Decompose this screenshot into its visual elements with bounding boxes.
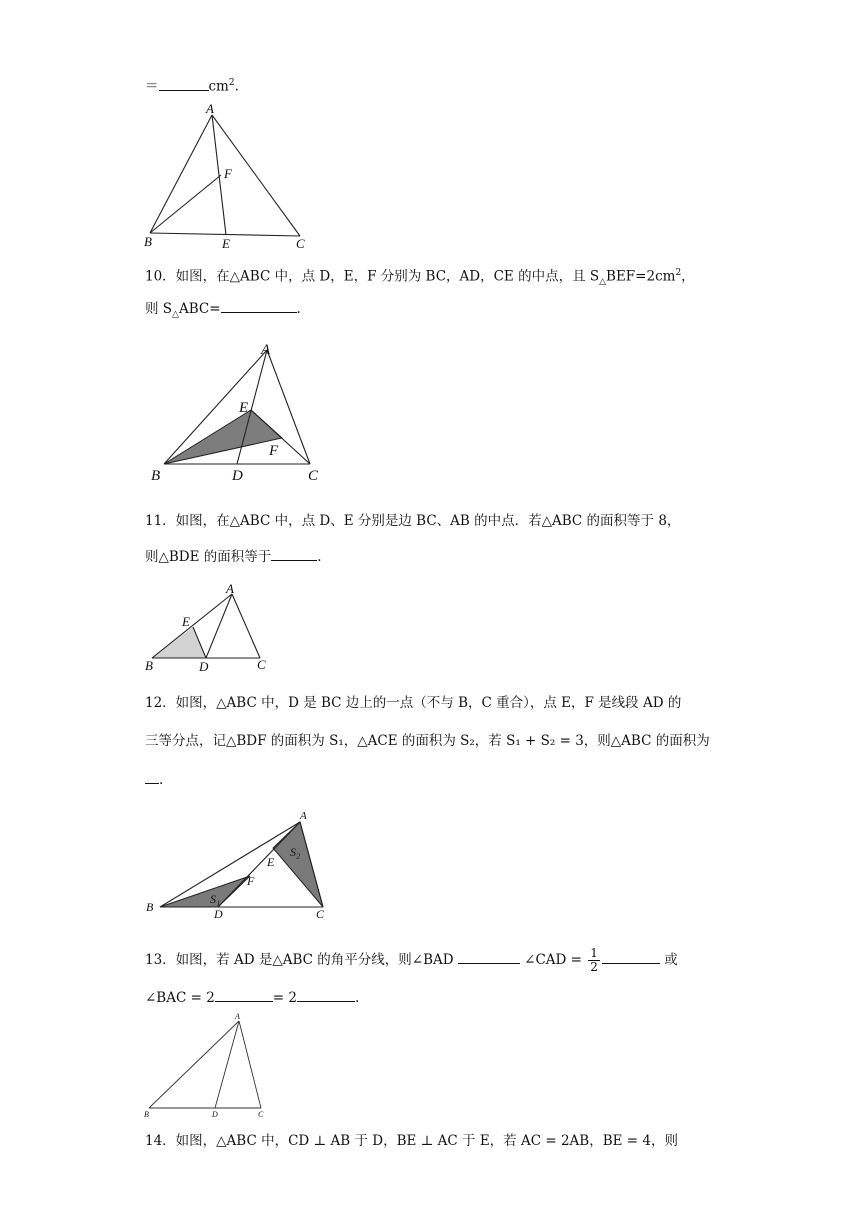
question-11-line2: 则△BDE 的面积等于 . — [145, 549, 322, 565]
label-C: C — [258, 1110, 264, 1119]
label-C: C — [296, 236, 305, 251]
label-B: B — [145, 658, 153, 673]
label-D: D — [214, 907, 223, 921]
label-A: A — [206, 101, 214, 116]
question-10-line2: 则 $S_\triangle ABC=$ . — [145, 301, 301, 320]
question-10-line1: 10．如图，在△ABC 中，点 D，E，F 分别为 BC，AD，CE 的中点，且 $S_\triangle BEF=2cm^2$， — [145, 268, 695, 288]
label-C: C — [257, 657, 266, 672]
answer-blank — [602, 951, 660, 964]
question-12-line3: . — [145, 771, 163, 789]
fraction-one-half: $\frac{1}{2}$ — [590, 946, 598, 974]
label-B: B — [144, 234, 152, 249]
question-11-line1: 11．如图，在△ABC 中，点 D、E 分别是边 BC、AB 的中点．若△ABC 的面积等于 8， — [145, 513, 681, 529]
label-C: C — [316, 907, 325, 921]
label-D: D — [199, 659, 209, 673]
label-B: B — [151, 468, 161, 484]
question-14-line1: 14．如图，△ABC 中，CD ⊥ AB 于 D，BE ⊥ AC 于 E，若 AC = 2AB，BE = 4，则 — [145, 1133, 678, 1149]
label-F: F — [224, 166, 232, 181]
figure-q11-triangle — [142, 578, 277, 673]
label-B: B — [146, 900, 154, 914]
answer-line-q9: ＝ $cm^2$. — [145, 78, 239, 95]
question-12-line2: 三等分点，记△BDF 的面积为 S₁，△ACE 的面积为 S₂，若 S₁ + S₂ = 3，则△ABC 的面积为 — [145, 733, 710, 749]
answer-blank — [221, 300, 297, 313]
label-E: E — [239, 400, 249, 416]
answer-blank — [458, 951, 520, 964]
question-13-line1: 13．如图，若 AD 是△ABC 的角平分线，则∠BAD ∠CAD = $\frac{1}{2}$ 或 — [145, 946, 678, 974]
label-C: C — [308, 468, 319, 484]
answer-blank — [215, 989, 273, 1002]
label-D: D — [212, 1110, 218, 1119]
label-S2: S₂ — [290, 845, 301, 859]
answer-blank — [271, 548, 317, 561]
question-12-line1: 12．如图，△ABC 中，D 是 BC 边上的一点（不与 B，C 重合），点 E，F 是线段 AD 的 — [145, 695, 682, 711]
label-E: E — [267, 855, 275, 869]
label-E: E — [222, 236, 230, 251]
question-13-line2: ∠BAC = 2 = 2 . — [145, 990, 360, 1006]
answer-blank — [297, 989, 355, 1002]
answer-blank — [145, 771, 159, 784]
label-A: A — [226, 581, 234, 596]
label-A: A — [235, 1012, 240, 1021]
answer-blank — [159, 78, 209, 91]
label-A: A — [261, 342, 271, 358]
figure-q12-triangle — [140, 805, 340, 923]
label-D: D — [232, 468, 243, 484]
label-F: F — [269, 443, 279, 459]
figure-q9-triangle — [140, 100, 320, 255]
label-F: F — [247, 874, 255, 888]
label-E: E — [182, 614, 190, 629]
label-B: B — [144, 1110, 149, 1119]
label-A: A — [300, 810, 307, 822]
label-S1: S₁ — [210, 892, 221, 906]
figure-q13-triangle — [140, 1010, 280, 1120]
figure-q10-triangle — [148, 338, 338, 488]
